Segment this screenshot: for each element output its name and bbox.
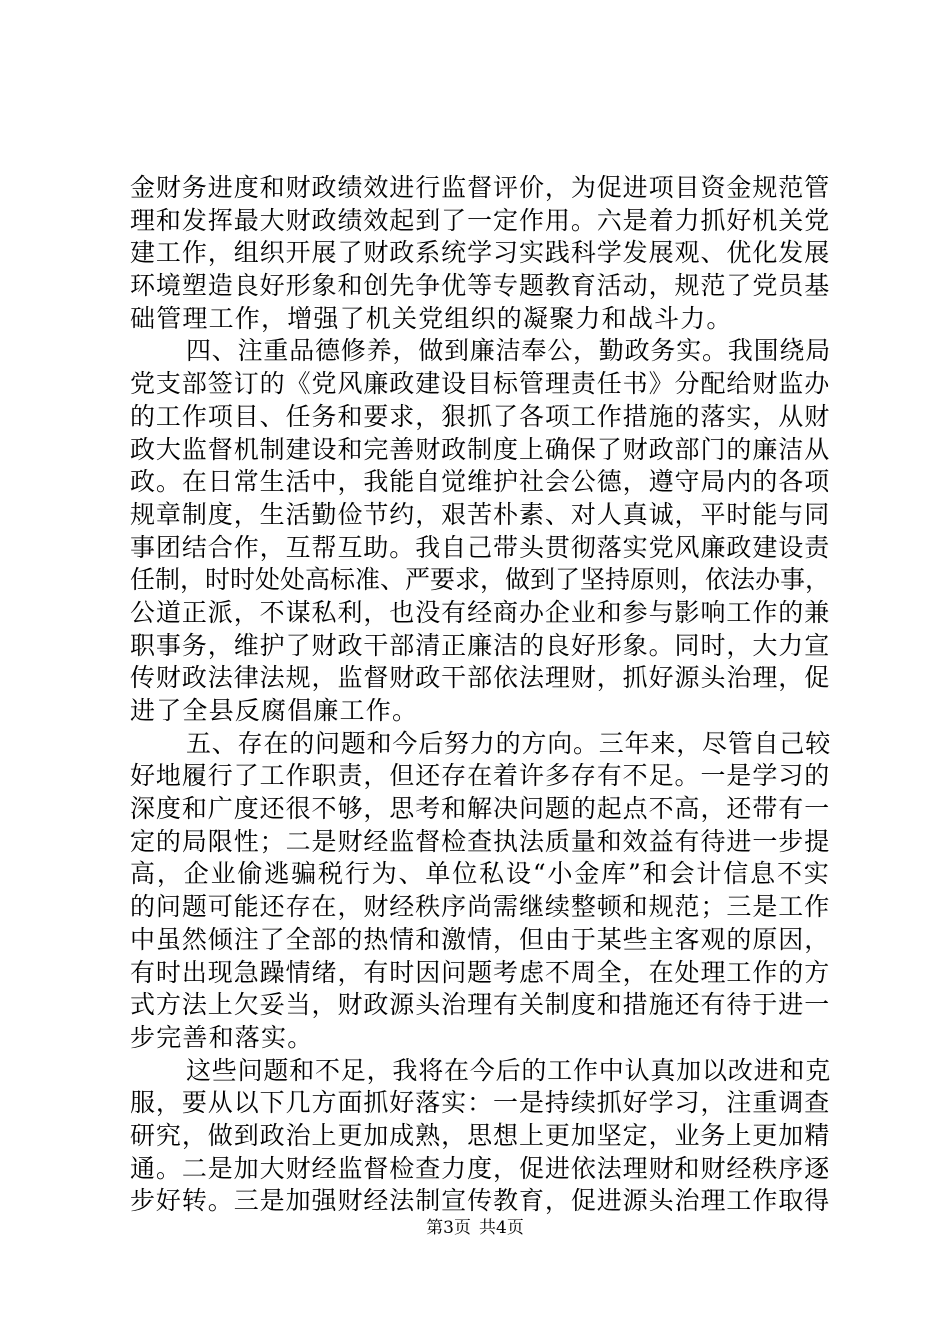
text-line: 建工作，组织开展了财政系统学习实践科学发展观、优化发展 (130, 238, 830, 268)
text-line: 五、存在的问题和今后努力的方向。三年来，尽管自己较 (186, 728, 832, 758)
text-line: 公道正派，不谋私利，也没有经商办企业和参与影响工作的兼 (130, 597, 830, 627)
text-line: 通。二是加大财经监督检查力度，促进依法理财和财经秩序逐 (130, 1153, 830, 1183)
document-body (130, 172, 830, 1218)
text-line: 服，要从以下几方面抓好落实：一是持续抓好学习，注重调查 (130, 1088, 830, 1118)
text-line: 高，企业偷逃骗税行为、单位私设“小金库”和会计信息不实 (130, 859, 830, 889)
text-line: 研究，做到政治上更加成熟，思想上更加坚定，业务上更加精 (130, 1120, 830, 1150)
text-line: 定的局限性；二是财经监督检查执法质量和效益有待进一步提 (130, 826, 830, 856)
text-line: 四、注重品德修养，做到廉洁奉公，勤政务实。我围绕局 (186, 336, 832, 366)
text-line: 的问题可能还存在，财经秩序尚需继续整顿和规范；三是工作 (130, 892, 830, 922)
text-line: 任制，时时处处高标准、严要求，做到了坚持原则，依法办事， (130, 565, 831, 595)
text-line: 步好转。三是加强财经法制宣传教育，促进源头治理工作取得 (130, 1186, 830, 1216)
text-line: 金财务进度和财政绩效进行监督评价，为促进项目资金规范管 (130, 173, 830, 202)
text-line: 传财政法律法规，监督财政干部依法理财，抓好源头治理，促 (130, 663, 830, 693)
text-line: 规章制度，生活勤俭节约，艰苦朴素、对人真诚，平时能与同 (130, 499, 830, 529)
page-footer (0, 1213, 950, 1238)
text-line: 政大监督机制建设和完善财政制度上确保了财政部门的廉洁从 (130, 434, 830, 464)
text-line: 这些问题和不足，我将在今后的工作中认真加以改进和克 (186, 1055, 832, 1085)
page-total: 共4页 (479, 1218, 524, 1238)
text-line: 进了全县反腐倡廉工作。 (130, 696, 419, 725)
text-line: 有时出现急躁情绪，有时因问题考虑不周全，在处理工作的方 (130, 957, 830, 987)
text-line: 深度和广度还很不够，思考和解决问题的起点不高，还带有一 (130, 794, 830, 824)
text-line: 职事务，维护了财政干部清正廉洁的良好形象。同时，大力宣 (130, 630, 830, 660)
page-number: 第3页 (426, 1218, 471, 1238)
text-line: 政。在日常生活中，我能自觉维护社会公德，遵守局内的各项 (130, 467, 830, 497)
text-line: 事团结合作，互帮互助。我自己带头贯彻落实党风廉政建设责 (130, 532, 830, 562)
text-line: 式方法上欠妥当，财政源头治理有关制度和措施还有待于进一 (130, 990, 830, 1020)
text-line: 理和发挥最大财政绩效起到了一定作用。六是着力抓好机关党 (130, 205, 830, 235)
text-line: 党支部签订的《党风廉政建设目标管理责任书》分配给财监办 (130, 369, 830, 399)
text-line: 中虽然倾注了全部的热情和激情，但由于某些主客观的原因， (130, 924, 830, 954)
text-line: 环境塑造良好形象和创先争优等专题教育活动，规范了党员基 (130, 271, 830, 301)
text-line: 的工作项目、任务和要求，狠抓了各项工作措施的落实，从财 (130, 401, 830, 431)
text-line: 础管理工作，增强了机关党组织的凝聚力和战斗力。 (130, 303, 733, 333)
text-line: 步完善和落实。 (130, 1022, 314, 1052)
text-line: 好地履行了工作职责，但还存在着许多存有不足。一是学习的 (130, 761, 830, 791)
